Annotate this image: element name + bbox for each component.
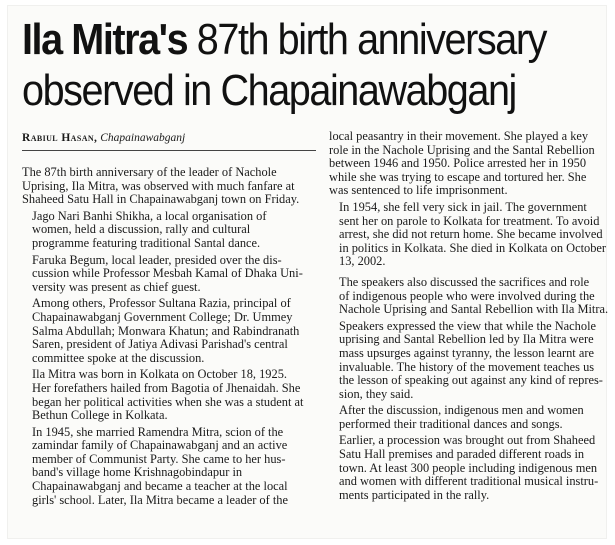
text-line: girls' school. Later, Ila Mitra became a leader of the <box>32 492 288 507</box>
article-column-right <box>329 129 609 505</box>
text-line: women, held a discussion, rally and cultural <box>32 222 251 237</box>
byline-rule <box>22 150 316 151</box>
text-line: ments participated in the rally. <box>339 487 490 502</box>
byline <box>22 131 322 145</box>
article-paragraph <box>22 166 316 207</box>
text-line: arrest, she did not return home. She became involved <box>339 227 603 242</box>
headline-line2: observed in Chapainawabganj <box>22 66 516 115</box>
text-line: Nachole Uprising and Santal Rebellion with Ila Mitra. <box>339 302 609 317</box>
article-paragraph <box>22 254 316 295</box>
text-line: began her political activities when she was a student at <box>32 394 304 409</box>
text-line: In 1954, she fell very sick in jail. The government <box>339 199 587 214</box>
text-line: sion, they said. <box>339 386 414 401</box>
text-line: in politics in Kolkata. She died in Kolkata on October <box>339 240 607 255</box>
text-line: cussion while Professor Mesbah Kamal of Dhaka Uni- <box>32 266 303 281</box>
text-line: After the discussion, indigenous men and women <box>339 403 584 418</box>
text-line: invaluable. The history of the movement teaches us <box>339 359 595 374</box>
byline-author: Rabiul Hasan, <box>22 132 98 144</box>
article-paragraph <box>22 368 316 422</box>
text-line: 13, 2002. <box>339 254 386 269</box>
article-paragraph <box>22 210 316 251</box>
article-paragraph <box>329 274 609 317</box>
text-line: local peasantry in their movement. She played a key <box>329 129 589 143</box>
text-line: town. At least 300 people including indigenous men <box>339 460 598 475</box>
text-line: Speakers expressed the view that while the Nachole <box>339 318 597 333</box>
text-line: between 1946 and 1950. Police arrested her in 1950 <box>329 156 587 171</box>
article-paragraph <box>329 404 605 431</box>
text-line: Chapainawabganj Government College; Dr. Ummey <box>32 309 293 324</box>
text-line: versity was present as chief guest. <box>32 279 201 294</box>
text-line: role in the Nachole Uprising and the Santal Rebellion <box>329 142 595 157</box>
text-line: and women with different traditional musical instru- <box>339 474 599 489</box>
text-line: of indigenous people who were involved during the <box>339 288 595 303</box>
text-line: while she was trying to escape and tortured her. She <box>329 169 587 184</box>
text-line: Earlier, a procession was brought out from Shaheed <box>339 433 596 448</box>
text-line: The 87th birth anniversary of the leader of Nachole <box>22 165 277 179</box>
text-line: Faruka Begum, local leader, presided over the dis- <box>32 252 282 267</box>
headline-bold-name: Ila Mitra's <box>22 15 188 64</box>
text-line: mass upsurges against tyranny, the lesson learnt are <box>339 345 594 360</box>
article-column-left <box>22 166 316 510</box>
text-line: The speakers also discussed the sacrifices and role <box>339 274 590 289</box>
text-line: Jago Nari Banhi Shikha, a local organisation of <box>32 208 267 223</box>
article-paragraph <box>22 297 316 365</box>
text-line: performed their traditional dances and songs. <box>339 416 563 431</box>
headline-line1-rest: 87th birth anniversary <box>196 15 546 64</box>
text-line: uprising and Santal Rebellion led by Ila Mitra were <box>339 332 594 347</box>
text-line: Bethun College in Kolkata. <box>32 408 168 423</box>
text-line: Salma Abdullah; Monwara Khatun; and Rabindranath <box>32 323 300 338</box>
text-line: band's village home Krishnagobindapur in <box>32 465 243 480</box>
text-line: Uprising, Ila Mitra, was observed with much fanfare at <box>22 178 295 193</box>
text-line: Shaheed Satu Hall in Chapainawabganj town on Friday. <box>22 192 300 207</box>
article-paragraph <box>329 320 605 402</box>
article-paragraph <box>329 434 605 502</box>
article-paragraph <box>329 201 605 269</box>
text-line: Her forefathers hailed from Bagotia of Jhenaidah. She <box>32 380 301 395</box>
text-line: committee spoke at the discussion. <box>32 350 205 365</box>
text-line: Saren, president of Jatiya Adivasi Parishad's central <box>32 337 288 352</box>
text-line: Among others, Professor Sultana Razia, principal of <box>32 296 291 311</box>
headline <box>22 14 544 116</box>
text-line: In 1945, she married Ramendra Mitra, scion of the <box>32 424 284 439</box>
text-line: Chapainawabganj and became a teacher at the local <box>32 479 288 494</box>
text-line: zamindar family of Chapainawabganj and an active <box>32 438 288 453</box>
text-line: Ila Mitra was born in Kolkata on October 18, 1925. <box>32 367 287 382</box>
text-line: programme featuring traditional Santal dance. <box>32 235 261 250</box>
text-line: the lesson of speaking out against any kind of repres- <box>339 373 603 388</box>
article-paragraph <box>329 130 605 198</box>
text-line: was sentenced to life imprisonment. <box>329 183 508 198</box>
text-line: sent her on parole to Kolkata for treatment. To avoid <box>339 213 600 228</box>
article-paragraph <box>22 426 316 508</box>
text-line: member of Communist Party. She came to her hus- <box>32 451 286 466</box>
text-line: Satu Hall premises and paraded different roads in <box>339 447 585 462</box>
byline-place: Chapainawabganj <box>100 132 186 144</box>
